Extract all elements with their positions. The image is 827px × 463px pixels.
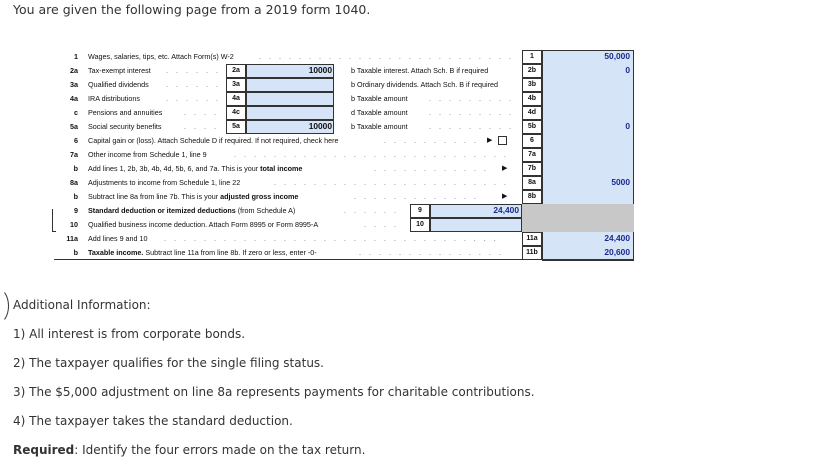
left-bracket-mark	[0, 288, 9, 324]
line-desc: Qualified business income deduction. Attach Form 8995 or Form 8995-A	[88, 220, 319, 229]
mid-amount-box	[246, 92, 334, 106]
mid-box-label: 9	[410, 204, 430, 218]
dot-leader: . . . . . . . . .	[429, 94, 514, 103]
line-number: b	[73, 248, 78, 257]
line-number: b	[73, 164, 78, 173]
dot-leader: . . . . . . . . . .	[384, 136, 479, 145]
line-11a	[54, 232, 634, 246]
line-number: 3a	[70, 80, 78, 89]
arrow-icon: ▶	[502, 165, 508, 172]
line-amount[interactable]: 20,600	[604, 247, 630, 257]
line-number: 10	[70, 220, 78, 229]
line-b-desc: b Taxable interest. Attach Sch. B if required	[351, 66, 489, 75]
line-desc: Subtract line 8a from line 7b. This is your adjusted gross income	[88, 192, 299, 201]
mid-box-label: 2a	[226, 64, 246, 78]
line-box-label: 4d	[522, 106, 542, 120]
mid-box-label: 5a	[226, 120, 246, 134]
line-box-label: 6	[522, 134, 542, 148]
line-3	[54, 78, 634, 92]
line-desc: Capital gain or (loss). Attach Schedule D if required. If not required, check here	[88, 136, 339, 145]
line-desc: Standard deduction or itemized deductions (from Schedule A)	[88, 206, 296, 215]
line-number: 11a	[66, 234, 78, 243]
line-desc: Other income from Schedule 1, line 9	[88, 150, 207, 159]
line-11b	[54, 246, 634, 260]
line-number: 9	[74, 206, 78, 215]
line-desc: Pensions and annuities	[88, 108, 163, 117]
required-instruction: : Identify the four errors made on the tax return.	[74, 443, 366, 457]
intro-text: You are given the following page from a 2019 form 1040.	[13, 2, 371, 17]
arrow-icon: ▶	[487, 137, 493, 144]
mid-box-label: 3a	[226, 78, 246, 92]
line-b-desc: b Taxable amount	[351, 122, 408, 131]
line-box-label: 3b	[522, 78, 542, 92]
line-amount[interactable]: 24,400	[604, 233, 630, 243]
line-box-label: 11a	[522, 232, 542, 246]
line-box-label: 2b	[522, 64, 542, 78]
mid-box-label: 10	[410, 218, 430, 232]
form-1040-page	[54, 50, 634, 261]
line-1	[54, 50, 634, 64]
line-number: 6	[74, 136, 78, 145]
line-desc: Add lines 9 and 10	[88, 234, 148, 243]
line-box-label: 1	[522, 50, 542, 64]
mid-amount[interactable]: 24,400	[493, 205, 519, 215]
line-number: 8a	[70, 178, 78, 187]
mid-amount[interactable]: 10000	[308, 121, 332, 131]
dot-leader: . . . . . . . . . . . . .	[354, 192, 479, 201]
bracket-mark	[52, 209, 56, 232]
line-desc: Social security benefits	[88, 122, 162, 131]
dot-leader: . . . . . . . . . . . . . . . . . . . . . . . . . . . .	[234, 150, 509, 159]
line-b-desc: b Taxable amount	[351, 94, 408, 103]
line-box-label: 7a	[522, 148, 542, 162]
line-5	[54, 120, 634, 134]
line-4	[54, 92, 634, 106]
line-b-desc: d Taxable amount	[351, 108, 408, 117]
dot-leader: . . . . . . . . .	[429, 108, 514, 117]
line-desc: Taxable income. Subtract line 11a from line 8b. If zero or less, enter -0-	[88, 248, 317, 257]
required-text	[13, 443, 365, 457]
dot-leader: . . . . . . . . . . . . . . . . . . . . . . . .	[274, 178, 509, 187]
form-bottom-rule	[54, 259, 634, 260]
mid-amount-box	[246, 106, 334, 120]
line-amount[interactable]: 5000	[611, 177, 630, 187]
line-number: 4a	[70, 94, 78, 103]
line-amount[interactable]: 0	[625, 121, 630, 131]
capital-gain-checkbox[interactable]	[498, 136, 507, 145]
line-desc: Adjustments to income from Schedule 1, line 22	[88, 178, 241, 187]
line-box-label: 7b	[522, 162, 542, 176]
mid-box-label: 4c	[226, 106, 246, 120]
line-amount[interactable]: 50,000	[604, 51, 630, 61]
line-box-label: 8a	[522, 176, 542, 190]
line-number: 7a	[70, 150, 78, 159]
mid-amount-box	[246, 78, 334, 92]
arrow-icon: ▶	[502, 193, 508, 200]
info-item: 1) All interest is from corporate bonds.	[13, 327, 246, 341]
info-item: 4) The taxpayer takes the standard deduction.	[13, 414, 293, 428]
dot-leader: . . . . . . . . . . . .	[374, 164, 489, 173]
line-2	[54, 64, 634, 78]
line-number: 1	[74, 52, 78, 61]
line-8b	[54, 190, 634, 204]
line-b-desc: b Ordinary dividends. Attach Sch. B if required	[351, 80, 499, 89]
line-4c	[54, 106, 634, 120]
dot-leader: . . . . . . . . . . . . . . .	[359, 248, 504, 257]
dot-leader: . . . . . .	[166, 80, 221, 89]
dot-leader: . . . . . .	[166, 94, 221, 103]
info-item: 2) The taxpayer qualifies for the single filing status.	[13, 356, 324, 370]
line-desc: Wages, salaries, tips, etc. Attach Form(s) W-2	[88, 52, 234, 61]
line-box-label: 5b	[522, 120, 542, 134]
dot-leader: . . . . . . . . . . . . . . . . . . . . . . . . . . . . . . . . . .	[164, 234, 499, 243]
mid-amount-box	[430, 218, 522, 232]
dot-leader: . . . .	[364, 220, 399, 229]
dot-leader: . . . . . .	[166, 66, 221, 75]
line-box-label: 8b	[522, 190, 542, 204]
dot-leader: . . . .	[184, 108, 219, 117]
line-box-label: 11b	[522, 246, 542, 260]
line-desc: IRA distributions	[88, 94, 140, 103]
line-desc: Qualified dividends	[88, 80, 149, 89]
line-amount[interactable]: 0	[625, 65, 630, 75]
line-6	[54, 134, 634, 148]
line-7a	[54, 148, 634, 162]
info-item: 3) The $5,000 adjustment on line 8a represents payments for charitable contributions.	[13, 385, 535, 399]
dot-leader: . . . . . . . . . . . . . . . . . . . . . . . . . .	[259, 52, 514, 61]
dot-leader: . . . . . .	[344, 206, 399, 215]
line-number: c	[74, 108, 78, 117]
line-number: b	[73, 192, 78, 201]
mid-amount[interactable]: 10000	[308, 65, 332, 75]
line-desc: Add lines 1, 2b, 3b, 4b, 4d, 5b, 6, and 7a. This is your total income	[88, 164, 303, 173]
dot-leader: . . . .	[184, 122, 219, 131]
line-box-label: 4b	[522, 92, 542, 106]
line-desc: Tax-exempt interest	[88, 66, 151, 75]
line-8a	[54, 176, 634, 190]
line-number: 5a	[70, 122, 78, 131]
line-10	[54, 218, 634, 232]
required-label: Required	[13, 443, 75, 457]
dot-leader: . . . . . . . . .	[429, 122, 514, 131]
line-7b	[54, 162, 634, 176]
mid-box-label: 4a	[226, 92, 246, 106]
info-heading: Additional Information:	[13, 298, 151, 312]
line-number: 2a	[70, 66, 78, 75]
